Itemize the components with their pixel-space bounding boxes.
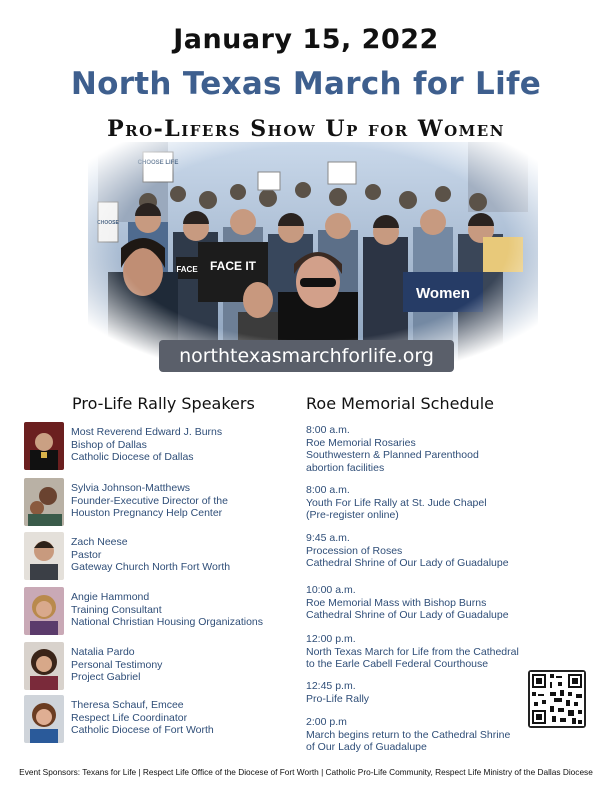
- event-date: January 15, 2022: [173, 24, 439, 55]
- event-tagline: Pro-Lifers Show Up for Women: [107, 116, 505, 142]
- speaker-name: Sylvia Johnson-Matthews: [71, 482, 191, 494]
- schedule-time: 12:45 p.m.: [306, 680, 356, 692]
- schedule-time: 9:45 a.m.: [306, 532, 350, 544]
- avatar: [24, 587, 64, 635]
- speaker-role: Training Consultant: [71, 603, 162, 616]
- speaker-role: Pastor: [71, 548, 102, 561]
- schedule-detail: to the Earle Cabell Federal Courthouse: [306, 658, 489, 670]
- event-sponsors: Event Sponsors: Texans for Life | Respect Life Office of the Diocese of Fort Worth | Catholic Pro-Life Community, Respect Life Ministry of the Dallas Diocese: [19, 767, 593, 777]
- speaker-role: Bishop of Dallas: [71, 438, 147, 451]
- schedule-item: [306, 424, 606, 474]
- avatar: [24, 642, 64, 690]
- speaker-name: Angie Hammond: [71, 591, 150, 603]
- schedule-detail: Cathedral Shrine of Our Lady of Guadalupe: [306, 557, 509, 569]
- speaker-name: Natalia Pardo: [71, 646, 135, 658]
- schedule-time: 12:00 p.m.: [306, 633, 356, 645]
- speaker-org: Catholic Diocese of Dallas: [71, 451, 194, 463]
- speaker-role: Founder-Executive Director of the: [71, 494, 228, 507]
- schedule-event: Roe Memorial Rosaries: [306, 436, 416, 449]
- avatar: [24, 422, 64, 470]
- speaker-neese: [24, 532, 304, 582]
- speaker-org: National Christian Housing Organizations: [71, 616, 264, 628]
- avatar: [24, 695, 64, 743]
- speaker-schauf: [24, 695, 304, 745]
- schedule-event: March begins return to the Cathedral Shrine: [306, 728, 511, 741]
- schedule-item: [306, 484, 606, 522]
- schedule-event: Roe Memorial Mass with Bishop Burns: [306, 596, 487, 609]
- qr-code-icon[interactable]: [528, 670, 586, 728]
- schedule-detail: of Our Lady of Guadalupe: [306, 741, 427, 753]
- speaker-role: Respect Life Coordinator: [71, 711, 188, 724]
- speaker-pardo: [24, 642, 304, 692]
- speaker-name: Theresa Schauf, Emcee: [71, 699, 184, 711]
- schedule-detail: Southwestern & Planned Parenthood: [306, 449, 479, 461]
- speaker-burns: [24, 422, 304, 472]
- speaker-org: Catholic Diocese of Fort Worth: [71, 724, 214, 736]
- speaker-org: Houston Pregnancy Help Center: [71, 507, 223, 519]
- schedule-detail: Cathedral Shrine of Our Lady of Guadalupe: [306, 609, 509, 621]
- speaker-name: Most Reverend Edward J. Burns: [71, 426, 223, 438]
- speakers-heading: Pro-Life Rally Speakers: [72, 394, 255, 413]
- speaker-name: Zach Neese: [71, 536, 128, 548]
- schedule-event: Youth For Life Rally at St. Jude Chapel: [306, 496, 487, 509]
- speaker-org: Gateway Church North Fort Worth: [71, 561, 231, 573]
- event-title: North Texas March for Life: [70, 66, 542, 102]
- avatar: [24, 532, 64, 580]
- speaker-org: Project Gabriel: [71, 671, 141, 683]
- crowd-photo: [88, 142, 538, 366]
- schedule-detail: (Pre-register online): [306, 509, 399, 521]
- speaker-hammond: [24, 587, 304, 637]
- schedule-item: [306, 584, 606, 622]
- schedule-item: [306, 532, 606, 570]
- schedule-event: North Texas March for Life from the Cathedral: [306, 645, 519, 658]
- schedule-time: 10:00 a.m.: [306, 584, 356, 596]
- speaker-johnson-matthews: [24, 478, 304, 528]
- schedule-event: Procession of Roses: [306, 544, 403, 557]
- schedule-item: [306, 633, 606, 671]
- schedule-detail: abortion facilities: [306, 461, 385, 474]
- schedule-heading: Roe Memorial Schedule: [306, 394, 495, 413]
- schedule-time: 2:00 p.m: [306, 716, 347, 728]
- avatar: [24, 478, 64, 526]
- schedule-time: 8:00 a.m.: [306, 424, 350, 436]
- website-url[interactable]: northtexasmarchforlife.org: [159, 340, 454, 372]
- schedule-event: Pro-Life Rally: [306, 692, 370, 705]
- speaker-role: Personal Testimony: [71, 658, 163, 671]
- schedule-time: 8:00 a.m.: [306, 484, 350, 496]
